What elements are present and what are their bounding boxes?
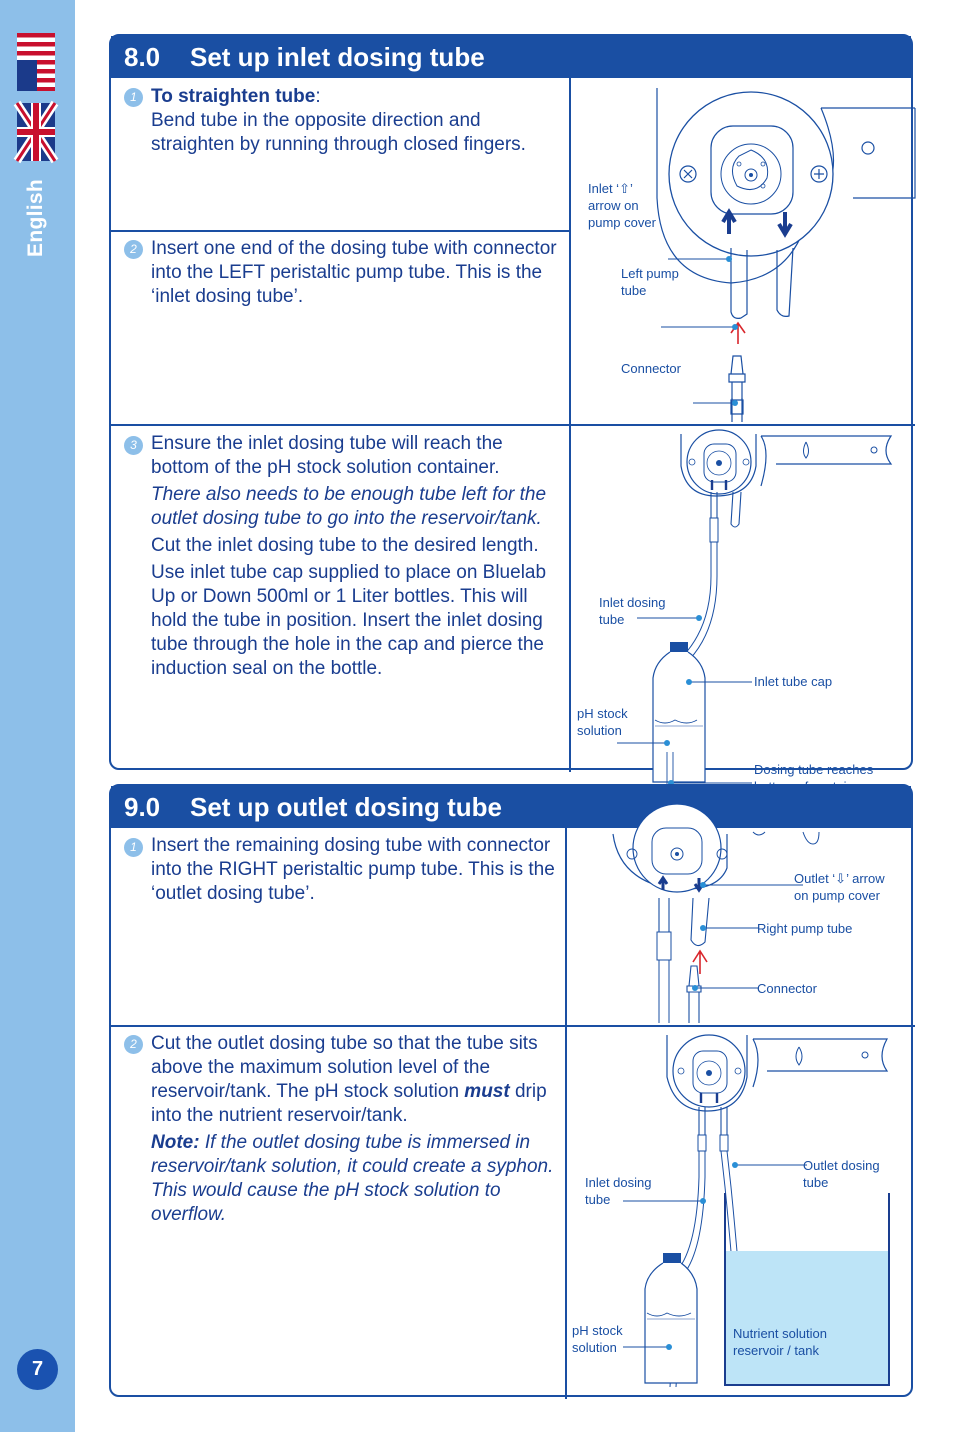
step-body: Bend tube in the opposite direction and straighten by running through closed fingers. — [151, 110, 526, 155]
label-line: tube — [599, 612, 625, 627]
label-outlet-arrow — [794, 870, 885, 904]
label-connector: Connector — [757, 981, 817, 996]
step-paragraph-italic: There also needs to be enough tube left for the outlet dosing tube to go into the reservoir/tank. — [151, 484, 547, 529]
label-line: Outlet dosing — [803, 1158, 880, 1173]
diagram-pump-inlet — [571, 78, 915, 424]
step-badge: 2 — [124, 240, 143, 259]
step-text — [151, 1032, 556, 1230]
label-line: Inlet ‘⇧’ — [588, 181, 633, 196]
section-9 — [109, 784, 913, 1397]
label-inlet-dosing-tube — [585, 1174, 652, 1208]
label-line: Inlet dosing — [585, 1175, 652, 1190]
label-line: tube — [585, 1192, 611, 1207]
step-badge: 1 — [124, 88, 143, 107]
label-left-pump-tube — [621, 265, 679, 299]
diagram-pump-outlet — [567, 828, 915, 1025]
label-line: Inlet dosing — [599, 595, 666, 610]
label-line: on pump cover — [794, 888, 880, 903]
label-inlet-arrow — [588, 180, 656, 231]
label-line: arrow on — [588, 198, 639, 213]
label-line: solution — [577, 723, 622, 738]
step-heading-colon: : — [315, 86, 321, 107]
label-line: pH stock — [577, 706, 628, 721]
section-9-step-1 — [111, 828, 565, 1025]
label-outlet-dosing-tube — [803, 1157, 880, 1191]
label-line: Left pump — [621, 266, 679, 281]
label-line: pump cover — [588, 215, 656, 230]
sidebar — [0, 0, 75, 1432]
step-paragraph — [151, 1032, 556, 1128]
note-text: If the outlet dosing tube is immersed in reservoir/tank solution, it could create a syphon. This would cause the pH stock solution to overflow. — [151, 1132, 554, 1225]
step-text — [151, 85, 561, 157]
page-number: 7 — [17, 1349, 58, 1390]
label-nutrient-reservoir — [733, 1325, 827, 1359]
section-9-header — [111, 786, 911, 828]
step-heading: To straighten tube — [151, 86, 316, 107]
section-8-header — [111, 36, 911, 78]
step-paragraph: Cut the inlet dosing tube to the desired length. — [151, 535, 539, 556]
diagram-inlet-bottle — [571, 426, 915, 777]
step-paragraph: Use inlet tube cap supplied to place on Bluelab Up or Down 500ml or 1 Liter bottles. This will hold the tube in position. Insert the inlet dosing tube through the hole in the cap and pierce the induction seal on the bottle. — [151, 562, 547, 679]
section-8-step-3 — [111, 426, 569, 772]
label-ph-stock — [577, 705, 628, 739]
label-connector: Connector — [621, 361, 681, 376]
section-9-number: 9.0 — [124, 792, 161, 822]
label-line: Dosing tube reaches — [754, 762, 874, 777]
step-badge: 1 — [124, 838, 143, 857]
step-text — [151, 432, 566, 684]
label-line: Outlet ‘⇩’ arrow — [794, 871, 885, 886]
emphasis-must: must — [464, 1081, 510, 1102]
section-8-title: Set up inlet dosing tube — [190, 42, 485, 72]
label-inlet-dosing-tube — [599, 594, 666, 628]
step-body: Insert one end of the dosing tube with connector into the LEFT peristaltic pump tube. This is the ‘inlet dosing tube’. — [151, 238, 557, 307]
diagram-outlet-reservoir — [567, 1027, 915, 1399]
label-ph-stock — [572, 1322, 623, 1356]
label-inlet-tube-cap: Inlet tube cap — [754, 674, 833, 689]
step-badge: 2 — [124, 1035, 143, 1054]
section-8 — [109, 34, 913, 777]
label-line: pH stock — [572, 1323, 623, 1338]
label-line: solution — [572, 1340, 617, 1355]
step-badge: 3 — [124, 436, 143, 455]
language-label: English — [24, 179, 47, 257]
section-9-step-2 — [111, 1027, 565, 1399]
note-label: Note: — [151, 1132, 200, 1153]
section-9-title: Set up outlet dosing tube — [190, 792, 502, 822]
step-body: Insert the remaining dosing tube with connector into the RIGHT peristaltic pump tube. This is the ‘outlet dosing tube’. — [151, 835, 555, 904]
section-8-number: 8.0 — [124, 42, 161, 72]
pump-outlet-illustration — [567, 828, 915, 1025]
label-line: reservoir / tank — [733, 1343, 819, 1358]
uk-flag-icon[interactable] — [17, 103, 55, 161]
label-right-pump-tube: Right pump tube — [757, 921, 853, 936]
step-paragraph: Ensure the inlet dosing tube will reach the bottom of the pH stock solution container. — [151, 433, 503, 478]
note-paragraph — [151, 1131, 556, 1227]
us-flag-icon[interactable] — [17, 33, 55, 91]
label-line: tube — [621, 283, 647, 298]
label-line: Nutrient solution — [733, 1326, 827, 1341]
text-part: Cut the outlet dosing tube so that the tube sits above the maximum solution level of the reservoir/tank. The pH stock solution — [151, 1033, 538, 1102]
text-part: drip into the nutrient reservoir/tank. — [151, 1081, 547, 1126]
label-line: tube — [803, 1175, 829, 1190]
section-8-step-2 — [111, 232, 569, 424]
section-8-step-1 — [111, 78, 569, 230]
